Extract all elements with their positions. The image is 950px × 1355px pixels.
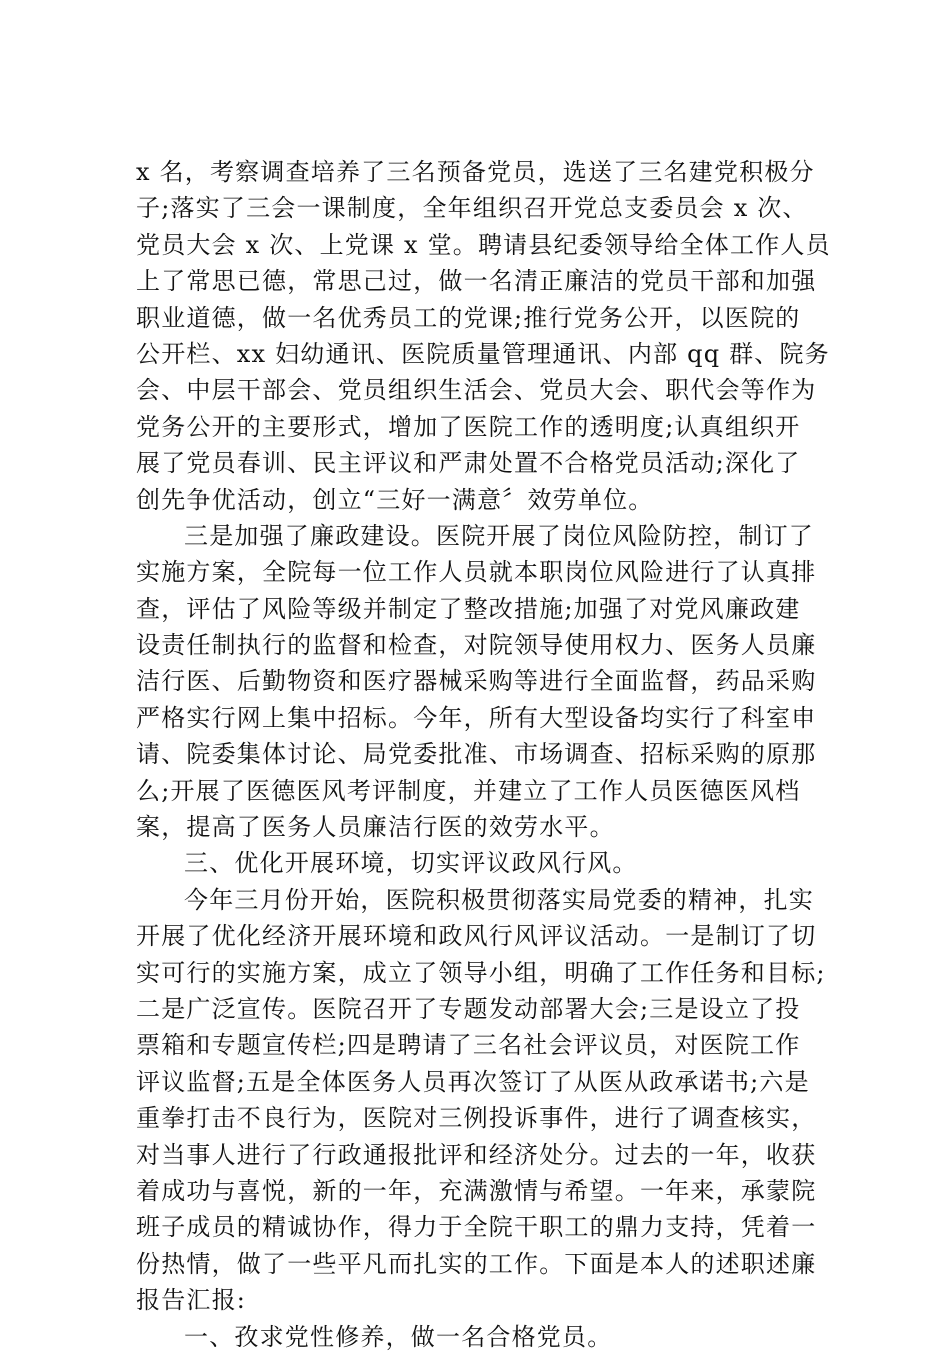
section-heading: 三、优化开展环境，切实评议政风行风。 <box>184 849 638 878</box>
text-line: 会、中层干部会、党员组织生活会、党员大会、职代会等作为 <box>136 376 817 405</box>
text-line: 请、院委集体讨论、局党委批准、市场调查、招标采购的原那 <box>136 740 817 769</box>
text-line: 对当事人进行了行政通报批评和经济处分。过去的一年，收获 <box>136 1140 817 1169</box>
text-line: x 名，考察调查培养了三名预备党员，选送了三名建党积极分 <box>136 158 815 186</box>
text-line: 份热情，做了一些平凡而扎实的工作。下面是本人的述职述廉 <box>136 1249 817 1278</box>
text-line: 评议监督;五是全体医务人员再次签订了从医从政承诺书;六是 <box>136 1067 810 1096</box>
section-heading: 一、孜求党性修养，做一名合格党员。 <box>184 1322 613 1351</box>
text-line: 二是广泛宣传。医院召开了专题发动部署大会;三是设立了投 <box>136 994 801 1023</box>
text-line: 案，提高了医务人员廉洁行医的效劳水平。 <box>136 813 615 842</box>
text-line: 展了党员春训、民主评议和严肃处置不合格党员活动;深化了 <box>136 449 801 478</box>
text-line: 报告汇报: <box>136 1286 247 1315</box>
text-line: 实可行的实施方案，成立了领导小组，明确了工作任务和目标; <box>136 958 826 987</box>
paragraph-start-line: 三是加强了廉政建设。医院开展了岗位风险防控，制订了 <box>184 521 814 550</box>
text-line: 票箱和专题宣传栏;四是聘请了三名社会评议员，对医院工作 <box>136 1031 801 1060</box>
text-line: 实施方案，全院每一位工作人员就本职岗位风险进行了认真排 <box>136 558 817 587</box>
text-line: 党员大会 x 次、上党课 x 堂。聘请县纪委领导给全体工作人员 <box>136 230 831 259</box>
text-line: 上了常思已德，常思己过，做一名清正廉洁的党员干部和加强 <box>136 267 817 296</box>
text-line: 么;开展了医德医风考评制度，并建立了工作人员医德医风档 <box>136 776 801 805</box>
text-line: 创先争优活动，创立“三好一满意〞效劳单位。 <box>136 485 654 514</box>
text-line: 查，评估了风险等级并制定了整改措施;加强了对党风廉政建 <box>136 594 801 623</box>
text-line: 重拳打击不良行为，医院对三例投诉事件，进行了调查核实， <box>136 1104 817 1133</box>
text-line: 着成功与喜悦，新的一年，充满激情与希望。一年来，承蒙院 <box>136 1176 817 1205</box>
text-line: 子;落实了三会一课制度，全年组织召开党总支委员会 x 次、 <box>136 194 808 223</box>
text-line: 党务公开的主要形式，增加了医院工作的透明度;认真组织开 <box>136 412 801 441</box>
text-line: 公开栏、xx 妇幼通讯、医院质量管理通讯、内部 qq 群、院务 <box>136 339 830 368</box>
paragraph-start-line: 今年三月份开始，医院积极贯彻落实局党委的精神，扎实 <box>184 885 814 914</box>
text-line: 设责任制执行的监督和检查，对院领导使用权力、医务人员廉 <box>136 631 817 660</box>
body-text <box>136 154 831 1355</box>
text-line: 开展了优化经济开展环境和政风行风评议活动。一是制订了切 <box>136 922 817 951</box>
text-line: 严格实行网上集中招标。今年，所有大型设备均实行了科室申 <box>136 703 817 732</box>
text-line: 班子成员的精诚协作，得力于全院干职工的鼎力支持，凭着一 <box>136 1213 817 1242</box>
text-line: 洁行医、后勤物资和医疗器械采购等进行全面监督，药品采购 <box>136 667 817 696</box>
text-line: 职业道德，做一名优秀员工的党课;推行党务公开，以医院的 <box>136 303 801 332</box>
